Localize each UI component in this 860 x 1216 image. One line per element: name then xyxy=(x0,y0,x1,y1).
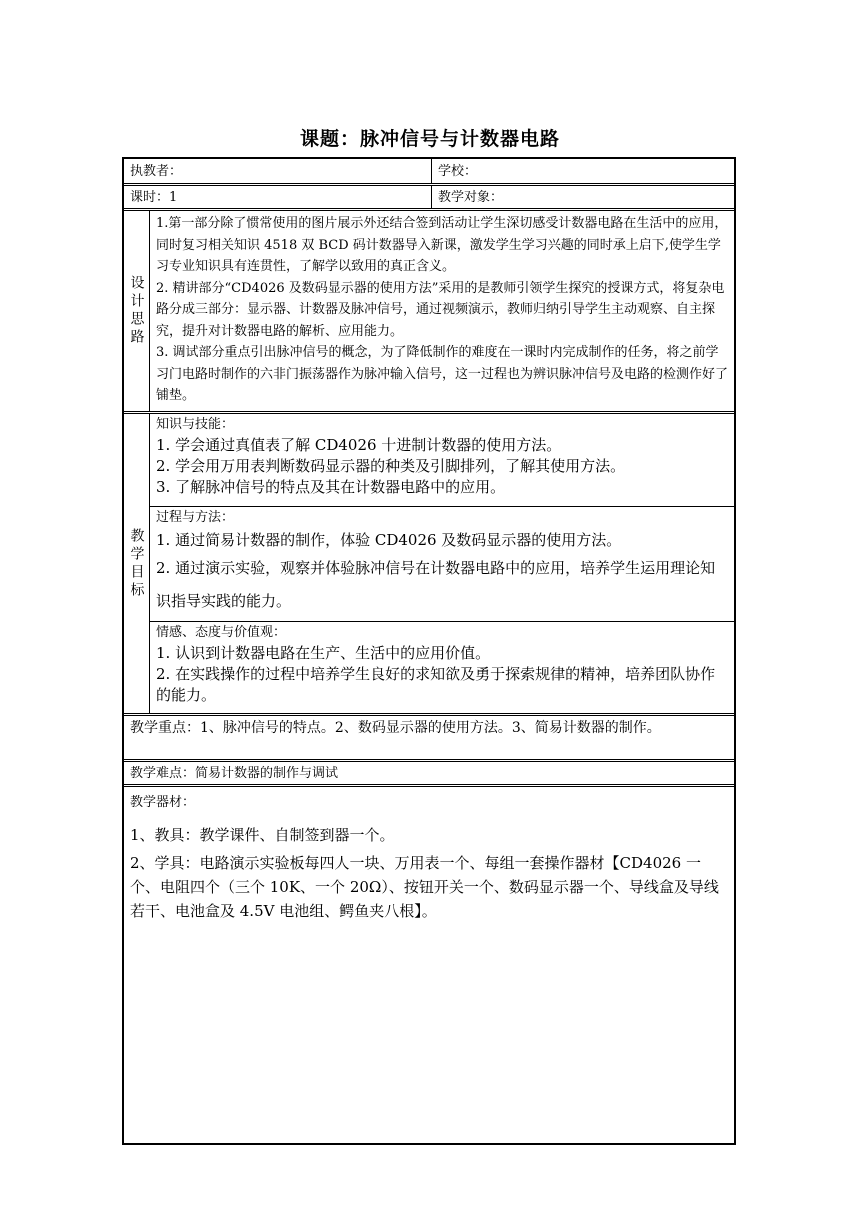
design-label: 设计思路 xyxy=(128,275,145,347)
row-design xyxy=(124,211,734,414)
row-difficulty xyxy=(124,762,734,787)
process-item: 2. 通过演示实验，观察并体验脉冲信号在计数器电路中的应用，培养学生运用理论知识指导实践的能力。 xyxy=(156,559,716,610)
row-teacher-school xyxy=(124,159,734,186)
row-period-target xyxy=(124,186,734,211)
equipment-item: 2、学具：电路演示实验板每四人一块、万用表一个、每组一套操作器材【CD4026 一个、电阻四个（三个 10K、一个 20Ω）、按钮开关一个、数码显示器一个、导线盒及导线若干、电池盒及 4.5V 电池组、鳄鱼夹八根】。 xyxy=(130,854,719,920)
row-goals xyxy=(124,414,734,716)
emotion-heading: 情感、态度与价值观： xyxy=(156,625,287,640)
difficulty-text: 教学难点：简易计数器的制作与调试 xyxy=(130,766,339,781)
design-paragraph: 1.第一部分除了惯常使用的图片展示外还结合签到活动让学生深切感受计数器电路在生活中的应用，同时复习相关知识 4518 双 BCD 码计数器导入新课，激发学生学习兴趣的同时承上启下,使学生学习专业知识具有连贯性，了解学以致用的真正含义。 xyxy=(156,216,728,274)
design-content xyxy=(150,211,734,409)
emotion-item: 1. 认识到计数器电路在生产、生活中的应用价值。 xyxy=(156,644,491,662)
row-equipment xyxy=(124,787,734,1143)
page-title: 课题：脉冲信号与计数器电路 xyxy=(299,128,560,150)
emotion-section xyxy=(150,622,734,716)
key-points-text: 教学重点：1、脉冲信号的特点。2、数码显示器的使用方法。3、简易计数器的制作。 xyxy=(130,720,661,736)
design-paragraph: 2. 精讲部分“CD4026 及数码显示器的使用方法”采用的是教师引领学生探究的授课方式，将复杂电路分成三部分：显示器、计数器及脉冲信号，通过视频演示，教师归纳引导学生主动观察、自主探究，提升对计数器电路的解析、应用能力。 xyxy=(156,280,725,339)
knowledge-heading: 知识与技能： xyxy=(156,417,235,432)
goals-side-label xyxy=(124,414,150,713)
knowledge-item: 2. 学会用万用表判断数码显示器的种类及引脚排列，了解其使用方法。 xyxy=(156,457,626,475)
process-section xyxy=(150,507,734,622)
knowledge-section xyxy=(150,414,734,507)
process-heading: 过程与方法： xyxy=(156,510,235,525)
process-item: 1. 通过简易计数器的制作，体验 CD4026 及数码显示器的使用方法。 xyxy=(156,531,622,549)
knowledge-item: 3. 了解脉冲信号的特点及其在计数器电路中的应用。 xyxy=(156,478,506,496)
lesson-plan-table xyxy=(122,157,736,1145)
design-side-label xyxy=(124,211,150,411)
target-cell: 教学对象： xyxy=(438,190,504,205)
equipment-content xyxy=(124,787,734,925)
school-cell: 学校： xyxy=(438,164,478,179)
teacher-cell: 执教者： xyxy=(130,164,183,179)
knowledge-item: 1. 学会通过真值表了解 CD4026 十进制计数器的使用方法。 xyxy=(156,436,562,454)
equipment-item: 1、教具：教学课件、自制签到器一个。 xyxy=(130,826,395,844)
emotion-item: 2. 在实践操作的过程中培养学生良好的求知欲及勇于探索规律的精神，培养团队协作的能力。 xyxy=(156,665,716,704)
design-paragraph: 3. 调试部分重点引出脉冲信号的概念，为了降低制作的难度在一课时内完成制作的任务，将之前学习门电路时制作的六非门振荡器作为脉冲输入信号，这一过程也为辨识脉冲信号及电路的检测作好了铺垫。 xyxy=(156,345,729,403)
equipment-heading: 教学器材： xyxy=(130,795,196,810)
period-cell: 课时：1 xyxy=(130,190,178,205)
goals-label: 教学目标 xyxy=(128,527,145,600)
row-key-points xyxy=(124,716,734,762)
